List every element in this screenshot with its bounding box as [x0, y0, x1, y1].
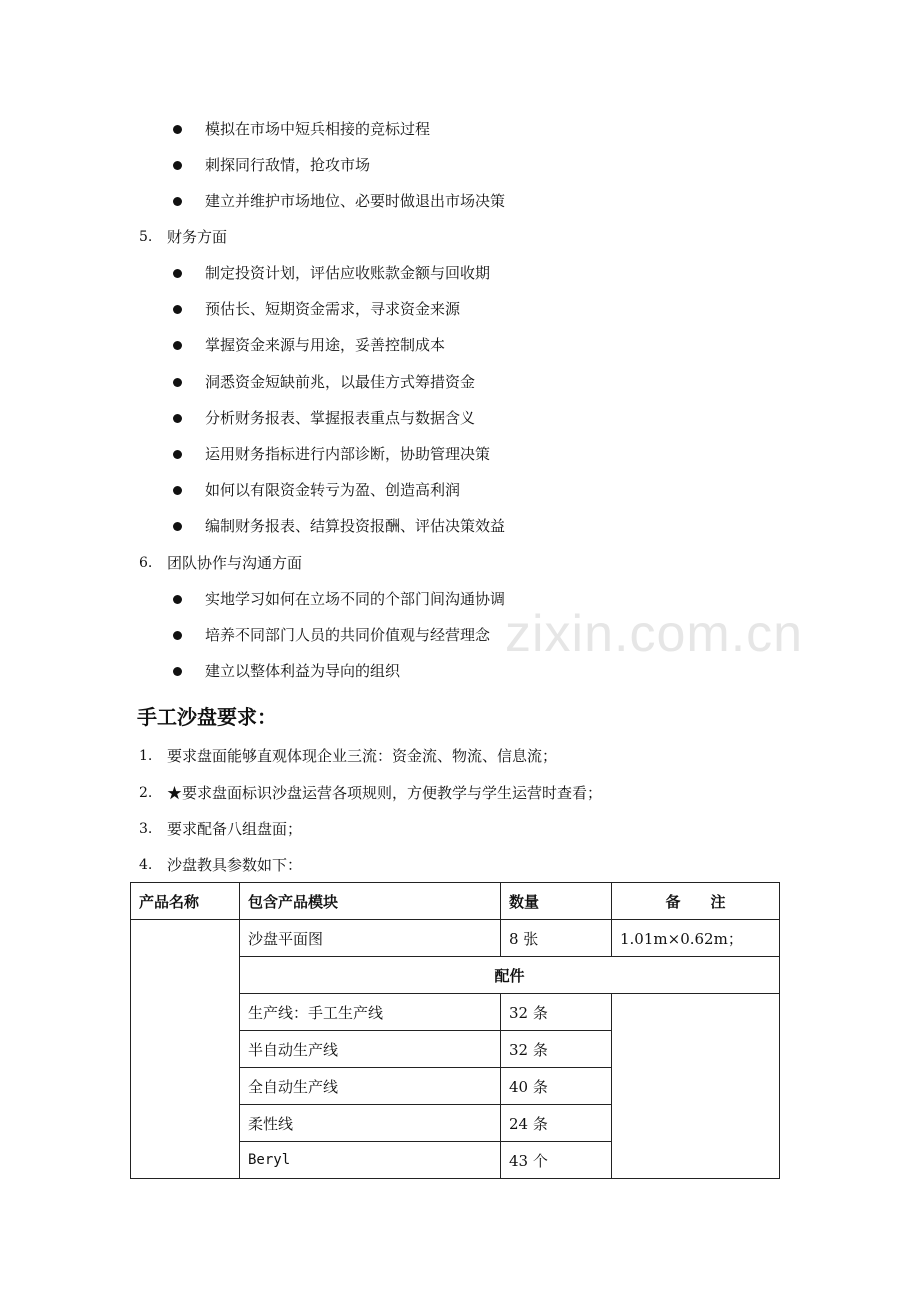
remarks-cell: 1.01m×0.62m； [612, 920, 780, 957]
remarks-cell [612, 994, 780, 1179]
bullet-text: 掌握资金来源与用途，妥善控制成本 [205, 336, 446, 354]
bullet-icon [173, 486, 182, 495]
requirement-text: 要求盘面能够直观体现企业三流：资金流、物流、信息流； [167, 747, 558, 765]
bullet-text: 建立以整体利益为导向的组织 [205, 662, 401, 680]
bullet-icon [173, 450, 182, 459]
section-title: 团队协作与沟通方面 [167, 554, 303, 572]
module-cell: 生产线：手工生产线 [240, 994, 501, 1031]
section-number: 5. [139, 229, 153, 245]
bullet-text: 预估长、短期资金需求，寻求资金来源 [205, 300, 461, 318]
bullet-text: 实地学习如何在立场不同的个部门间沟通协调 [205, 590, 506, 608]
requirement-number: 1. [139, 748, 153, 764]
bullet-text: 如何以有限资金转亏为盈、创造高利润 [205, 481, 461, 499]
spec-table [130, 882, 780, 1179]
quantity-cell: 32 条 [501, 1031, 612, 1068]
bullet-icon [173, 305, 182, 314]
bullet-icon [173, 341, 182, 350]
table-header-row [131, 883, 780, 920]
module-cell: 沙盘平面图 [240, 920, 501, 957]
bullet-icon [173, 161, 182, 170]
bullet-text: 运用财务指标进行内部诊断，协助管理决策 [205, 445, 491, 463]
header-remarks: 备 注 [612, 883, 780, 920]
header-module: 包含产品模块 [240, 883, 501, 920]
quantity-cell: 32 条 [501, 994, 612, 1031]
bullet-text: 模拟在市场中短兵相接的竞标过程 [205, 120, 431, 138]
bullet-text: 分析财务报表、掌握报表重点与数据含义 [205, 409, 476, 427]
header-quantity: 数量 [501, 883, 612, 920]
bullet-text: 制定投资计划，评估应收账款金额与回收期 [205, 264, 491, 282]
bullet-icon [173, 667, 182, 676]
bullet-icon [173, 595, 182, 604]
quantity-cell: 43 个 [501, 1142, 612, 1179]
requirement-text: 要求配备八组盘面； [167, 820, 303, 838]
requirement-text: 沙盘教具参数如下： [167, 856, 303, 874]
bullet-text: 建立并维护市场地位、必要时做退出市场决策 [205, 192, 506, 210]
bullet-icon [173, 631, 182, 640]
requirement-number: 3. [139, 821, 153, 837]
header-product-name: 产品名称 [131, 883, 240, 920]
quantity-cell: 40 条 [501, 1068, 612, 1105]
bullet-icon [173, 125, 182, 134]
requirement-number: 2. [139, 785, 153, 801]
bullet-text: 刺探同行敌情，抢攻市场 [205, 156, 371, 174]
requirement-text: ★要求盘面标识沙盘运营各项规则，方便教学与学生运营时查看； [167, 784, 603, 802]
bullet-icon [173, 197, 182, 206]
table-row [131, 920, 780, 957]
quantity-cell: 8 张 [501, 920, 612, 957]
requirement-number: 4. [139, 857, 153, 873]
section-heading: 手工沙盘要求： [137, 705, 277, 729]
bullet-text: 编制财务报表、结算投资报酬、评估决策效益 [205, 517, 506, 535]
bullet-icon [173, 414, 182, 423]
quantity-cell: 24 条 [501, 1105, 612, 1142]
module-cell: 全自动生产线 [240, 1068, 501, 1105]
bullet-icon [173, 269, 182, 278]
section-number: 6. [139, 555, 153, 571]
module-cell: 半自动生产线 [240, 1031, 501, 1068]
accessories-label: 配件 [240, 957, 780, 994]
bullet-text: 洞悉资金短缺前兆，以最佳方式筹措资金 [205, 373, 476, 391]
bullet-text: 培养不同部门人员的共同价值观与经营理念 [205, 626, 491, 644]
watermark: zixin.com.cn [505, 605, 804, 663]
module-cell: 柔性线 [240, 1105, 501, 1142]
bullet-icon [173, 378, 182, 387]
bullet-icon [173, 522, 182, 531]
section-title: 财务方面 [167, 228, 228, 246]
module-cell: Beryl [240, 1142, 501, 1179]
product-name-cell [131, 920, 240, 1179]
